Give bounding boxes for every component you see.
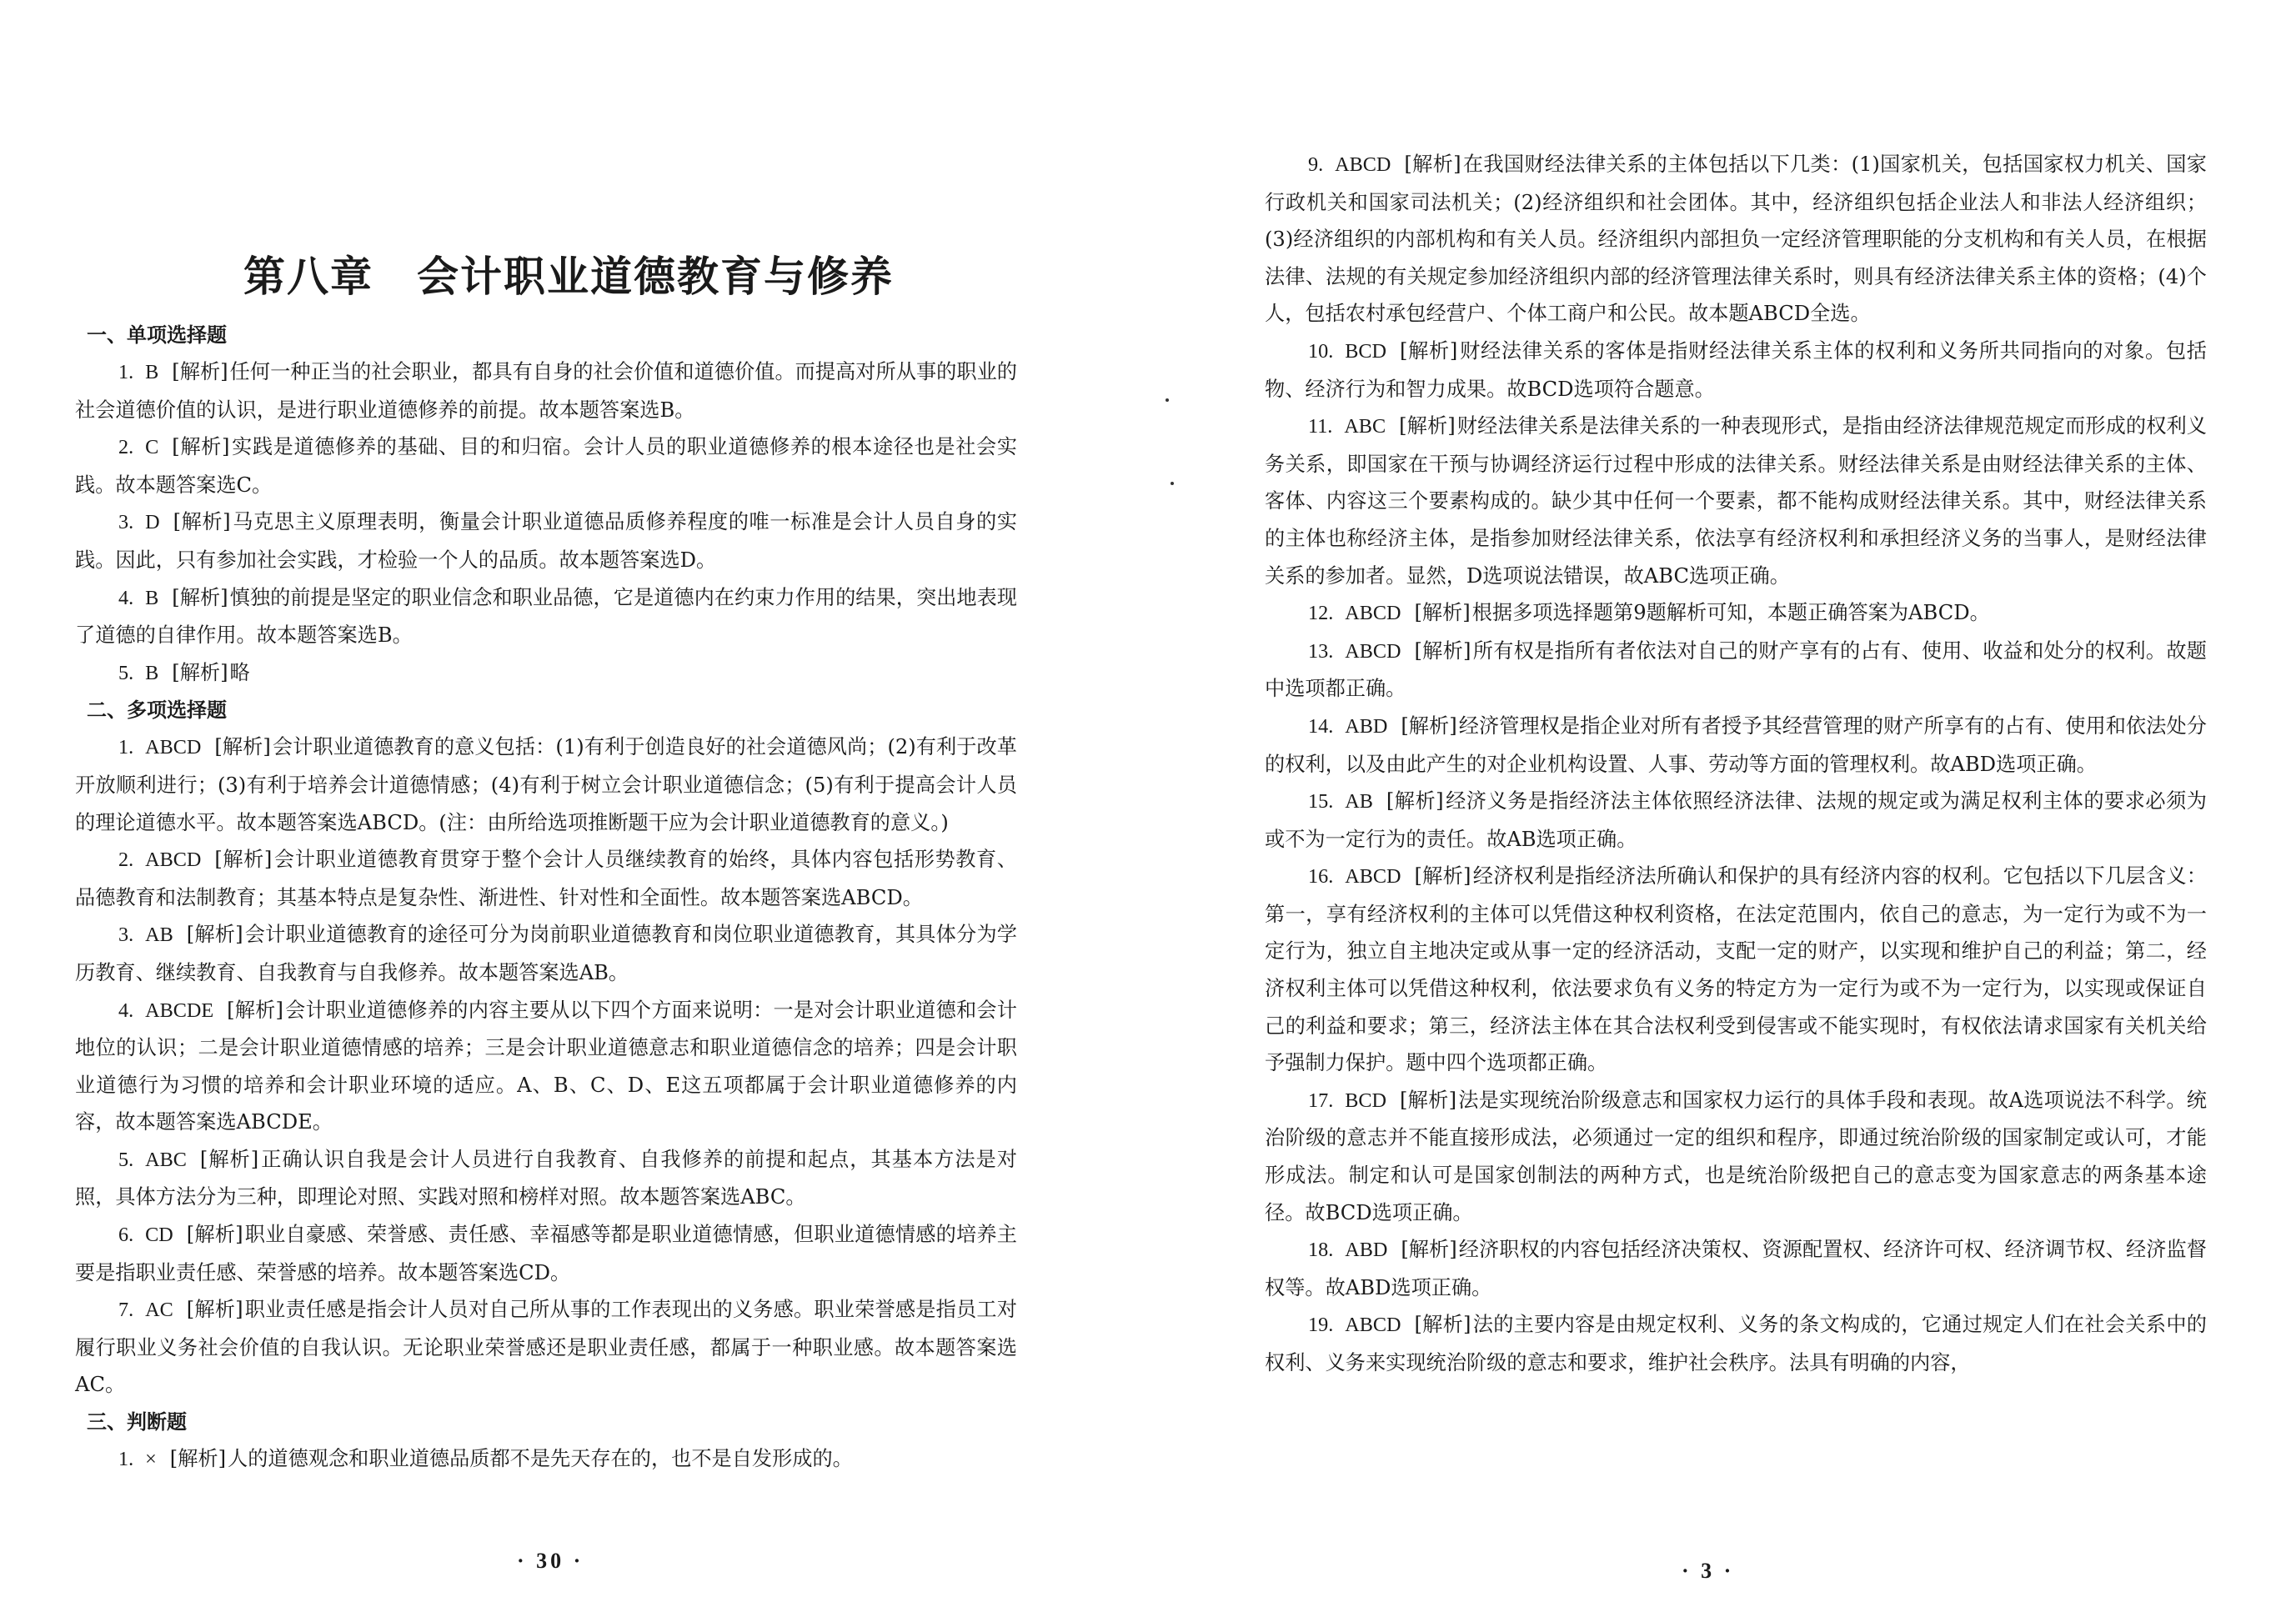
answer-text: 人的道德观念和职业道德品质都不是先天存在的，也不是自发形成的。 — [228, 1447, 853, 1471]
answer-answer: ABCD — [145, 849, 202, 872]
right-page — [1148, 0, 2296, 1622]
answer-item — [75, 428, 1017, 503]
answer-tag: [解析] — [172, 660, 228, 684]
answer-text: 经济义务是指经济法主体依照经济法律、法规的规定或为满足权利主体的要求必须为或不为一定行为的责任。故AB选项正确。 — [1265, 789, 2207, 851]
answer-item — [75, 1291, 1017, 1404]
answer-num: 14. — [1308, 714, 1334, 738]
answer-answer: AB — [1345, 790, 1373, 814]
answer-tag: [解析] — [186, 923, 243, 947]
answer-num: 18. — [1308, 1239, 1334, 1262]
answer-item — [75, 1440, 1017, 1479]
answer-tag: [解析] — [173, 510, 231, 534]
answer-item — [1265, 783, 2207, 858]
left-page-body — [75, 317, 1017, 1479]
answer-text: 经济职权的内容包括经济决策权、资源配置权、经济许可权、经济调节权、经济监督权等。故ABD选项正确。 — [1265, 1238, 2207, 1299]
answer-num: 3. — [118, 511, 134, 534]
answer-tag: [解析] — [1404, 153, 1461, 176]
answer-answer: ABCD — [1335, 153, 1391, 176]
answer-num: 15. — [1308, 790, 1334, 814]
answer-answer: ABCD — [1345, 602, 1401, 625]
answer-answer: × — [145, 1448, 157, 1471]
answer-answer: B — [145, 586, 159, 609]
answer-answer: ABD — [1345, 1239, 1388, 1262]
answer-text: 任何一种正当的社会职业，都具有自身的社会价值和道德价值。而提高对所从事的职业的社会道德价值的认识，是进行职业道德修养的前提。故本题答案选B。 — [75, 360, 1017, 422]
answer-tag: [解析] — [1414, 1313, 1471, 1337]
page-number-left: · 30 · — [517, 1549, 584, 1573]
answer-answer: D — [145, 511, 160, 534]
answer-tag: [解析] — [186, 1223, 243, 1247]
answer-answer: ABCD — [1345, 1314, 1401, 1337]
section-heading: 一、单项选择题 — [87, 323, 227, 347]
answer-tag: [解析] — [169, 1447, 227, 1471]
answer-tag: [解析] — [1399, 414, 1456, 438]
answer-num: 9. — [1308, 153, 1324, 176]
answer-item — [75, 353, 1017, 428]
answer-tag: [解析] — [186, 1298, 243, 1322]
answer-num: 1. — [118, 361, 134, 383]
answer-tag: [解析] — [199, 1147, 259, 1171]
answer-text: 法是实现统治阶级意志和国家权力运行的具体手段和表现。故A选项说法不科学。统治阶级的意志并不能直接形成法，必须通过一定的组织和程序，即通过统治阶级的国家制定或认可，才能形成法。制定和认可是国家创制法的两种方式，也是统治阶级把自己的意志变为国家意志的两条基本途径。故BCD选项正确。 — [1265, 1088, 2207, 1224]
page-number-right: · 3 · — [1682, 1559, 1735, 1583]
section-heading: 二、多项选择题 — [87, 698, 227, 723]
answer-num: 4. — [118, 586, 134, 609]
answer-text: 财经法律关系的客体是指财经法律关系主体的权利和义务所共同指向的对象。包括物、经济行为和智力成果。故BCD选项符合题意。 — [1265, 338, 2207, 401]
answer-answer: BCD — [1345, 339, 1386, 363]
answer-item — [75, 1216, 1017, 1291]
answer-item — [1265, 408, 2207, 594]
scan-speck — [1171, 482, 1174, 485]
answer-answer: ABC — [145, 1148, 187, 1171]
answer-num: 5. — [118, 1148, 134, 1171]
answer-text: 职业责任感是指会计人员对自己所从事的工作表现出的义务感。职业荣誉感是指员工对履行职业义务社会价值的自我认识。无论职业荣誉感还是职业责任感，都属于一种职业感。故本题答案选AC。 — [75, 1298, 1017, 1397]
answer-num: 12. — [1308, 602, 1334, 625]
answer-tag: [解析] — [172, 360, 228, 383]
answer-answer: B — [145, 661, 159, 684]
answer-answer: BCD — [1345, 1089, 1386, 1112]
answer-item — [75, 728, 1017, 841]
answer-tag: [解析] — [1399, 1088, 1457, 1112]
right-page-body — [1265, 146, 2207, 1382]
answer-num: 6. — [118, 1224, 134, 1247]
answer-text: 慎独的前提是坚定的职业信念和职业品德，它是道德内在约束力作用的结果，突出地表现了道德的自律作用。故本题答案选B。 — [75, 585, 1017, 648]
answer-tag: [解析] — [214, 848, 273, 872]
answer-num: 1. — [118, 736, 134, 759]
answer-text: 马克思主义原理表明，衡量会计职业道德品质修养程度的唯一标准是会计人员自身的实践。因此，只有参加社会实践，才检验一个人的品质。故本题答案选D。 — [75, 510, 1017, 572]
answer-item — [1265, 146, 2207, 333]
answer-text: 经济管理权是指企业对所有者授予其经营管理的财产所享有的占有、使用和依法处分的权利，以及由此产生的对企业机构设置、人事、劳动等方面的管理权利。故ABD选项正确。 — [1265, 713, 2207, 776]
answer-item — [1265, 1231, 2207, 1306]
answer-text: 在我国财经法律关系的主体包括以下几类：(1)国家机关，包括国家权力机关、国家行政机关和国家司法机关；(2)经济组织和社会团体。其中，经济组织包括企业法人和非法人经济组织；(3)经济组织的内部机构和有关人员。经济组织内部担负一定经济管理职能的分支机构和有关人员，在根据法律、法规的有关规定参加经济组织内部的经济管理法律关系时，则具有经济法律关系主体的资格；(4)个人，包括农村承包经营户、个体工商户和公民。故本题ABCD全选。 — [1265, 153, 2207, 326]
answer-tag: [解析] — [1414, 864, 1471, 889]
answer-tag: [解析] — [1401, 713, 1457, 738]
answer-text: 会计职业道德教育的途径可分为岗前职业道德教育和岗位职业道德教育，其具体分为学历教育、继续教育、自我教育与自我修养。故本题答案选AB。 — [75, 923, 1017, 984]
answer-item — [1265, 333, 2207, 408]
answer-tag: [解析] — [1414, 638, 1471, 663]
answer-text: 略 — [229, 660, 250, 684]
answer-answer: ABD — [1345, 714, 1388, 738]
answer-item — [1265, 858, 2207, 1082]
answer-num: 7. — [118, 1299, 134, 1322]
chapter-title: 第八章 会计职业道德教育与修养 — [243, 252, 894, 301]
answer-answer: ABCD — [145, 736, 202, 759]
answer-num: 2. — [118, 849, 134, 872]
answer-answer: C — [145, 436, 159, 459]
answer-text: 财经法律关系是法律关系的一种表现形式，是指由经济法律规范规定而形成的权利义务关系，即国家在干预与协调经济运行过程中形成的法律关系。财经法律关系是由财经法律关系的主体、客体、内容这三个要素构成的。缺少其中任何一个要素，都不能构成财经法律关系。其中，财经法律关系的主体也称经济主体，是指参加财经法律关系，依法享有经济权利和承担经济义务的当事人，是财经法律关系的参加者。显然，D选项说法错误，故ABC选项正确。 — [1265, 414, 2207, 588]
answer-item — [75, 503, 1017, 578]
answer-text: 经济权利是指经济法所确认和保护的具有经济内容的权利。它包括以下几层含义：第一，享有经济权利的主体可以凭借这种权利资格，在法定范围内，依自己的意志，为一定行为或不为一定行为，独立自主地决定或从事一定的经济活动，支配一定的财产，以实现和维护自己的利益；第二，经济权利主体可以凭借这种权利，依法要求负有义务的特定方为一定行为或不为一定行为，以实现或保证自己的利益和要求；第三，经济法主体在其合法权利受到侵害或不能实现时，有权依法请求国家有关机关给予强制力保护。题中四个选项都正确。 — [1265, 864, 2207, 1075]
answer-item — [75, 992, 1017, 1141]
answer-answer: ABCD — [1345, 865, 1401, 889]
answer-num: 4. — [118, 999, 134, 1022]
answer-item — [1265, 594, 2207, 633]
answer-text: 根据多项选择题第9题解析可知，本题正确答案为ABCD。 — [1471, 601, 1990, 625]
answer-item — [1265, 1306, 2207, 1381]
answer-num: 13. — [1308, 639, 1334, 663]
section-heading: 三、判断题 — [87, 1409, 187, 1434]
answer-num: 5. — [118, 661, 134, 684]
answer-answer: ABC — [1344, 415, 1386, 438]
answer-num: 3. — [118, 924, 134, 947]
answer-answer: CD — [145, 1224, 173, 1247]
answer-tag: [解析] — [227, 998, 283, 1022]
answer-item — [1265, 1082, 2207, 1231]
answer-num: 16. — [1308, 865, 1334, 889]
answer-text: 职业自豪感、荣誉感、责任感、幸福感等都是职业道德情感，但职业道德情感的培养主要是指职业责任感、荣誉感的培养。故本题答案选CD。 — [75, 1223, 1017, 1284]
answer-tag: [解析] — [1414, 601, 1471, 625]
answer-tag: [解析] — [172, 585, 228, 609]
answer-text: 会计职业道德修养的内容主要从以下四个方面来说明：一是对会计职业道德和会计地位的认识；二是会计职业道德情感的培养；三是会计职业道德意志和职业道德信念的培养；四是会计职业道德行为习惯的培养和会计职业环境的适应。A、B、C、D、E这五项都属于会计职业道德修养的内容，故本题答案选ABCDE。 — [75, 998, 1017, 1134]
answer-num: 19. — [1308, 1314, 1334, 1337]
answer-answer: AB — [145, 924, 173, 947]
answer-num: 10. — [1308, 339, 1334, 363]
answer-item — [75, 916, 1017, 991]
answer-text: 所有权是指所有者依法对自己的财产享有的占有、使用、收益和处分的权利。故题中选项都正确。 — [1265, 638, 2207, 701]
answer-num: 17. — [1308, 1089, 1334, 1112]
answer-item — [1265, 708, 2207, 783]
answer-text: 会计职业道德教育的意义包括：(1)有利于创造良好的社会道德风尚；(2)有利于改革开放顺利进行；(3)有利于培养会计道德情感；(4)有利于树立会计职业道德信念；(5)有利于提高会计人员的理论道德水平。故本题答案选ABCD。(注：由所给选项推断题干应为会计职业道德教育的意义。) — [75, 735, 1017, 834]
answer-item — [75, 579, 1017, 654]
answer-tag: [解析] — [172, 435, 230, 459]
scan-speck — [1166, 398, 1169, 402]
answer-tag: [解析] — [1386, 789, 1444, 814]
answer-text: 正确认识自我是会计人员进行自我教育、自我修养的前提和起点，其基本方法是对照，具体方法分为三种，即理论对照、实践对照和榜样对照。故本题答案选ABC。 — [75, 1147, 1017, 1209]
answer-answer: ABCD — [1345, 639, 1401, 663]
answer-num: 2. — [118, 436, 134, 459]
answer-answer: AC — [145, 1299, 173, 1322]
answer-text: 实践是道德修养的基础、目的和归宿。会计人员的职业道德修养的根本途径也是社会实践。故本题答案选C。 — [75, 435, 1017, 497]
answer-item — [1265, 633, 2207, 708]
answer-num: 1. — [118, 1448, 134, 1471]
answer-item — [75, 654, 1017, 693]
answer-tag: [解析] — [214, 735, 271, 759]
answer-item — [75, 841, 1017, 916]
answer-tag: [解析] — [1399, 338, 1458, 363]
answer-tag: [解析] — [1401, 1238, 1457, 1262]
answer-text: 法的主要内容是由规定权利、义务的条文构成的，它通过规定人们在社会关系中的权利、义务来实现统治阶级的意志和要求，维护社会秩序。法具有明确的内容， — [1265, 1313, 2207, 1374]
answer-answer: ABCDE — [145, 999, 214, 1022]
answer-num: 11. — [1308, 415, 1333, 438]
answer-item — [75, 1141, 1017, 1216]
answer-answer: B — [145, 361, 159, 383]
answer-text: 会计职业道德教育贯穿于整个会计人员继续教育的始终，具体内容包括形势教育、品德教育和法制教育；其基本特点是复杂性、渐进性、针对性和全面性。故本题答案选ABCD。 — [75, 848, 1017, 909]
